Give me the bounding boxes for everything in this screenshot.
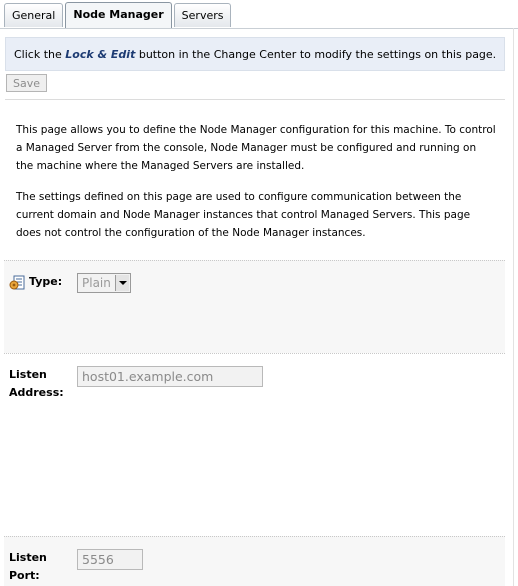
chevron-down-icon[interactable] — [115, 275, 129, 291]
description-paragraph-2: The settings defined on this page are used to configure communication between the current domain and Node Manager instances that control Managed Servers. This page does not control the configuration of the Node Manager instances. — [16, 191, 471, 239]
listen-address-input[interactable] — [77, 366, 263, 387]
tab-servers[interactable]: Servers — [174, 3, 232, 27]
tab-node-manager[interactable]: Node Manager — [65, 2, 171, 29]
divider — [5, 99, 505, 100]
save-button[interactable]: Save — [6, 74, 47, 92]
listen-port-row — [4, 536, 505, 586]
banner-suffix: button in the Change Center to modify the settings on this page. — [135, 48, 497, 61]
listen-port-label: Listen Port: — [9, 551, 47, 582]
info-banner — [5, 37, 505, 71]
listen-port-input[interactable] — [77, 549, 143, 570]
tab-general[interactable]: General — [4, 3, 63, 27]
type-label: Type: — [29, 275, 63, 288]
lock-edit-text: Lock & Edit — [65, 48, 136, 61]
description-paragraph-1: This page allows you to define the Node Manager configuration for this machine. To control a Managed Server from the console, Node Manager must be configured and running on the machine where the Managed Servers are installed. — [16, 124, 496, 172]
tab-divider — [0, 28, 518, 29]
type-row — [4, 260, 505, 353]
panel-edge — [513, 28, 514, 586]
type-select[interactable] — [77, 273, 131, 293]
listen-address-label: Listen Address: — [9, 368, 64, 399]
banner-prefix: Click the — [14, 48, 66, 61]
tab-bar — [4, 2, 233, 28]
listen-address-row — [4, 353, 505, 537]
type-select-value: Plain — [82, 276, 111, 290]
help-config-icon[interactable] — [9, 275, 25, 291]
